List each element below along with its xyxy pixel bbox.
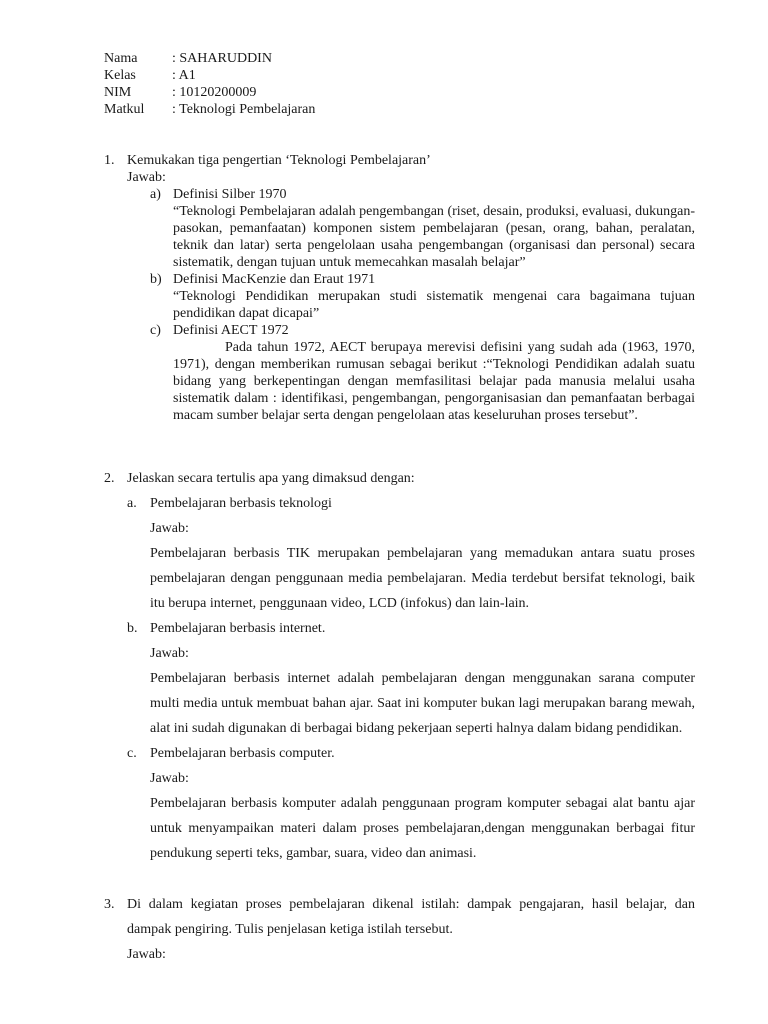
question-number: 1. — [104, 153, 115, 168]
item-text: Pada tahun 1972, AECT berupaya merevisi defisini yang sudah ada (1963, 1970, 1971), dengan memberikan rumusan sebagai berikut :“Teknologi Pendidikan adalah suatu bidang yang berkepentingan dengan memfasilitasi belajar pada manusia melalui usaha sistematik dalam : identifikasi, pengembangan, pengorganisasian dan pemanfaatan berbagai macam sumber belajar serta dengan pengelolaan atas keseluruhan proses tersebut”. — [173, 340, 695, 423]
item-title: Definisi Silber 1970 — [173, 187, 287, 202]
identity-label: Kelas — [104, 68, 136, 83]
q1-item-c — [150, 322, 695, 424]
q2-item-b — [127, 616, 695, 741]
question-number: 3. — [104, 897, 115, 912]
identity-value: : Teknologi Pembelajaran — [172, 102, 316, 117]
identity-row-nama — [104, 50, 315, 67]
identity-value: : 10120200009 — [172, 85, 257, 100]
question-3 — [104, 892, 695, 967]
item-title: Pembelajaran berbasis teknologi — [150, 496, 332, 511]
item-text: Pembelajaran berbasis TIK merupakan pembelajaran yang memadukan antara suatu proses pembelajaran dengan penggunaan media pembelajaran. Media terdebut bersifat teknologi, baik itu berupa internet, penggunaan video, LCD (infokus) dan lain-lain. — [150, 546, 695, 611]
q1-item-a — [150, 186, 695, 271]
answer-label: Jawab: — [150, 646, 189, 661]
item-text: “Teknologi Pendidikan merupakan studi sistematik mengenai cara bagaimana tujuan pendidikan dapat dicapai” — [173, 289, 695, 321]
identity-row-kelas — [104, 67, 315, 84]
identity-label: NIM — [104, 85, 132, 100]
answer-label: Jawab: — [127, 170, 166, 185]
q1-item-b — [150, 271, 695, 322]
item-marker: c. — [127, 746, 137, 761]
answer-label: Jawab: — [127, 947, 166, 962]
question-1 — [104, 152, 695, 424]
item-text: Pembelajaran berbasis internet adalah pembelajaran dengan menggunakan sarana computer multi media untuk membuat bahan ajar. Saat ini komputer bukan lagi merupakan barang mewah, alat ini sudah digunakan di berbagai bidang pekerjaan seperti halnya dalam bidang pendidikan. — [150, 671, 695, 736]
question-text: Kemukakan tiga pengertian ‘Teknologi Pembelajaran’ — [127, 153, 431, 168]
identity-block — [104, 50, 315, 118]
question-text: Di dalam kegiatan proses pembelajaran dikenal istilah: dampak pengajaran, hasil belajar, dan dampak pengiring. Tulis penjelasan ketiga istilah tersebut. — [127, 897, 695, 937]
identity-value: : SAHARUDDIN — [172, 51, 272, 66]
identity-row-nim — [104, 84, 315, 101]
question-2 — [104, 466, 695, 866]
item-title: Definisi MacKenzie dan Eraut 1971 — [173, 272, 376, 287]
item-title: Definisi AECT 1972 — [173, 323, 289, 338]
item-marker: b. — [127, 621, 138, 636]
question-number: 2. — [104, 471, 115, 486]
item-text: “Teknologi Pembelajaran adalah pengembangan (riset, desain, produksi, evaluasi, dukungan-pasokan, pemanfaatan) komponen sistem pembelajaran (pesan, orang, bahan, peralatan, teknik dan latar) serta pengelolaan usaha pengembangan (organisasi dan personal) secara sistematik, dengan tujuan untuk memecahkan masalah belajar” — [173, 204, 695, 270]
q2-item-c — [127, 741, 695, 866]
item-marker: a. — [127, 496, 137, 511]
identity-value: : A1 — [172, 68, 196, 83]
q2-item-a — [127, 491, 695, 616]
identity-label: Matkul — [104, 102, 145, 117]
identity-row-matkul — [104, 101, 315, 118]
answer-label: Jawab: — [150, 771, 189, 786]
item-title: Pembelajaran berbasis computer. — [150, 746, 335, 761]
item-marker: a) — [150, 187, 161, 202]
question-text: Jelaskan secara tertulis apa yang dimaksud dengan: — [127, 471, 415, 486]
item-marker: c) — [150, 323, 161, 338]
item-marker: b) — [150, 272, 162, 287]
item-text: Pembelajaran berbasis komputer adalah penggunaan program komputer sebagai alat bantu ajar untuk menyampaikan materi dalam proses pembelajaran,dengan menggunakan berbagai fitur pendukung seperti teks, gambar, suara, video dan animasi. — [150, 796, 695, 861]
identity-label: Nama — [104, 51, 138, 66]
answer-label: Jawab: — [150, 521, 189, 536]
item-title: Pembelajaran berbasis internet. — [150, 621, 326, 636]
